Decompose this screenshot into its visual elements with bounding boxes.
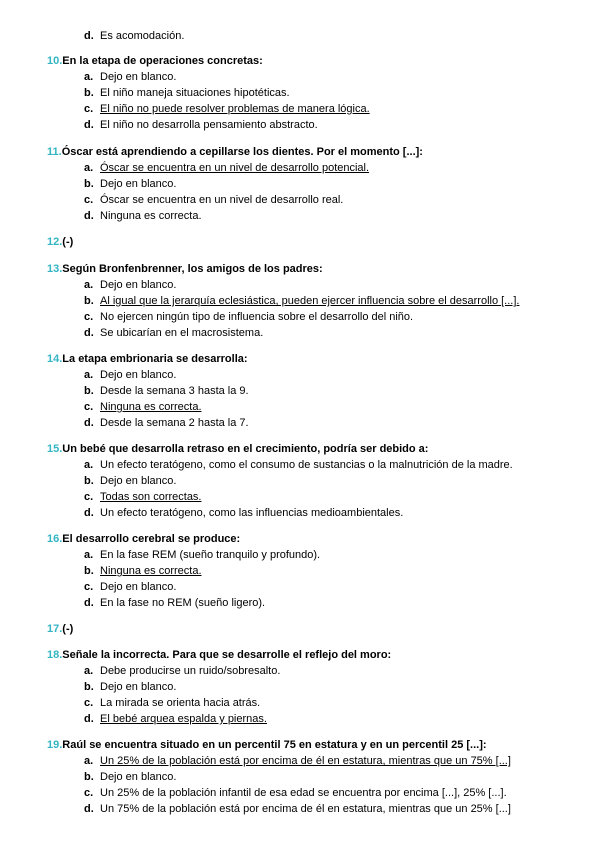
answer-option-correct xyxy=(84,564,202,578)
option-text: Desde la semana 3 hasta la 9. xyxy=(100,385,249,397)
option-letter: d. xyxy=(84,803,94,815)
question-heading xyxy=(47,352,248,366)
answer-option-correct xyxy=(84,712,267,726)
option-text: Un 25% de la población infantil de esa edad se encuentra por encima [...], 25% [...]. xyxy=(100,787,507,799)
option-text: Ninguna es correcta. xyxy=(100,210,202,222)
answer-option xyxy=(84,416,249,430)
answer-option xyxy=(84,696,260,710)
option-letter: d. xyxy=(84,597,94,609)
option-letter: a. xyxy=(84,549,94,561)
option-text: Dejo en blanco. xyxy=(100,681,177,693)
question-number: 10. xyxy=(47,55,63,67)
option-letter: d. xyxy=(84,417,94,429)
answer-option xyxy=(84,310,413,324)
answer-option xyxy=(84,548,320,562)
option-letter: c. xyxy=(84,103,94,115)
question-text: Según Bronfenbrenner, los amigos de los padres: xyxy=(62,263,323,275)
option-text: Dejo en blanco. xyxy=(100,581,177,593)
question-heading xyxy=(47,262,323,276)
option-text: Desde la semana 2 hasta la 7. xyxy=(100,417,249,429)
answer-option-correct xyxy=(84,400,202,414)
question-number: 13. xyxy=(47,263,63,275)
answer-option-correct xyxy=(84,102,370,116)
option-text: En la fase REM (sueño tranquilo y profundo). xyxy=(100,549,321,561)
question-text: (-) xyxy=(62,623,74,635)
option-letter: d. xyxy=(84,327,94,339)
question-number: 16. xyxy=(47,533,63,545)
option-letter: c. xyxy=(84,311,94,323)
question-text: En la etapa de operaciones concretas: xyxy=(62,55,263,67)
question-number: 15. xyxy=(47,443,63,455)
question-heading xyxy=(47,532,240,546)
question-text: Señale la incorrecta. Para que se desarrolle el reflejo del moro: xyxy=(62,649,392,661)
option-letter: d. xyxy=(84,30,94,42)
question-heading xyxy=(47,738,487,752)
answer-option xyxy=(84,786,507,800)
option-text: Dejo en blanco. xyxy=(100,475,177,487)
answer-option xyxy=(84,209,202,223)
option-text: Debe producirse un ruido/sobresalto. xyxy=(100,665,281,677)
option-letter: d. xyxy=(84,507,94,519)
question-text: Raúl se encuentra situado en un percentil 75 en estatura y en un percentil 25 [...]: xyxy=(62,739,487,751)
answer-option xyxy=(84,278,176,292)
option-text: El niño maneja situaciones hipotéticas. xyxy=(100,87,290,99)
answer-option-correct xyxy=(84,754,511,768)
answer-option xyxy=(84,664,280,678)
option-text: El niño no puede resolver problemas de manera lógica. xyxy=(100,103,370,115)
option-text: Ninguna es correcta. xyxy=(100,565,202,577)
option-letter: b. xyxy=(84,295,94,307)
question-number: 14. xyxy=(47,353,63,365)
option-text: Ninguna es correcta. xyxy=(100,401,202,413)
question-number: 11. xyxy=(47,146,62,158)
option-letter: b. xyxy=(84,475,94,487)
option-letter: a. xyxy=(84,459,94,471)
option-text: Un efecto teratógeno, como las influencias medioambientales. xyxy=(100,507,404,519)
option-letter: c. xyxy=(84,194,94,206)
question-heading xyxy=(47,235,73,249)
option-letter: b. xyxy=(84,681,94,693)
option-letter: c. xyxy=(84,697,94,709)
answer-option xyxy=(84,70,176,84)
answer-option xyxy=(84,368,176,382)
answer-option xyxy=(84,474,176,488)
option-letter: c. xyxy=(84,581,94,593)
question-heading xyxy=(47,622,73,636)
question-text: Óscar está aprendiendo a cepillarse los dientes. Por el momento [...]: xyxy=(61,146,423,158)
option-text: Todas son correctas. xyxy=(100,491,202,503)
option-letter: b. xyxy=(84,565,94,577)
option-letter: d. xyxy=(84,119,94,131)
answer-option xyxy=(84,177,176,191)
option-letter: c. xyxy=(84,401,94,413)
option-letter: b. xyxy=(84,178,94,190)
option-letter: d. xyxy=(84,713,94,725)
option-letter: a. xyxy=(84,665,94,677)
option-letter: b. xyxy=(84,87,94,99)
option-text: Dejo en blanco. xyxy=(100,369,177,381)
option-text: Dejo en blanco. xyxy=(100,71,177,83)
option-text: El niño no desarrolla pensamiento abstracto. xyxy=(100,119,318,131)
answer-option-correct xyxy=(84,294,519,308)
option-letter: b. xyxy=(84,385,94,397)
answer-option xyxy=(84,193,343,207)
answer-option xyxy=(84,458,513,472)
question-number: 18. xyxy=(47,649,63,661)
answer-option xyxy=(84,580,176,594)
answer-option xyxy=(84,596,265,610)
question-heading xyxy=(47,54,263,68)
option-letter: a. xyxy=(84,369,94,381)
answer-option xyxy=(84,326,263,340)
question-text: La etapa embrionaria se desarrolla: xyxy=(62,353,248,365)
option-text: La mirada se orienta hacia atrás. xyxy=(100,697,261,709)
question-heading xyxy=(47,648,391,662)
option-letter: a. xyxy=(84,279,94,291)
option-text: Es acomodación. xyxy=(100,30,185,42)
question-text: El desarrollo cerebral se produce: xyxy=(62,533,241,545)
option-text: Un 25% de la población está por encima de él en estatura, mientras que un 75% [...] xyxy=(100,755,511,767)
question-number: 19. xyxy=(47,739,63,751)
question-text: Un bebé que desarrolla retraso en el crecimiento, podría ser debido a: xyxy=(62,443,429,455)
answer-option xyxy=(84,770,176,784)
option-text: Al igual que la jerarquía eclesiástica, pueden ejercer influencia sobre el desarrollo [...]. xyxy=(100,295,520,307)
question-number: 12. xyxy=(47,236,63,248)
question-heading xyxy=(47,442,428,456)
question-number: 17. xyxy=(47,623,63,635)
option-text: Se ubicarían en el macrosistema. xyxy=(100,327,264,339)
option-text: Un 75% de la población está por encima de él en estatura, mientras que un 25% [...] xyxy=(100,803,511,815)
answer-option xyxy=(84,802,511,816)
option-text: Dejo en blanco. xyxy=(100,771,177,783)
answer-option xyxy=(84,506,403,520)
question-text: (-) xyxy=(62,236,74,248)
option-letter: c. xyxy=(84,787,94,799)
option-text: Dejo en blanco. xyxy=(100,279,177,291)
answer-option-correct xyxy=(84,490,202,504)
answer-option xyxy=(84,86,290,100)
answer-option xyxy=(84,118,318,132)
option-letter: a. xyxy=(84,71,94,83)
option-letter: b. xyxy=(84,771,94,783)
question-heading xyxy=(47,145,423,159)
option-letter: a. xyxy=(84,755,94,767)
option-text: Dejo en blanco. xyxy=(100,178,177,190)
option-text: Un efecto teratógeno, como el consumo de sustancias o la malnutrición de la madre. xyxy=(100,459,513,471)
option-letter: a. xyxy=(84,162,94,174)
answer-option xyxy=(84,680,176,694)
option-text: El bebé arquea espalda y piernas. xyxy=(100,713,267,725)
answer-option xyxy=(84,29,184,43)
option-letter: d. xyxy=(84,210,94,222)
answer-option xyxy=(84,384,249,398)
option-text: No ejercen ningún tipo de influencia sobre el desarrollo del niño. xyxy=(100,311,414,323)
answer-option-correct xyxy=(84,161,369,175)
option-text: Óscar se encuentra en un nivel de desarrollo real. xyxy=(100,194,344,206)
option-letter: c. xyxy=(84,491,94,503)
option-text: En la fase no REM (sueño ligero). xyxy=(100,597,266,609)
option-text: Óscar se encuentra en un nivel de desarrollo potencial. xyxy=(100,162,370,174)
